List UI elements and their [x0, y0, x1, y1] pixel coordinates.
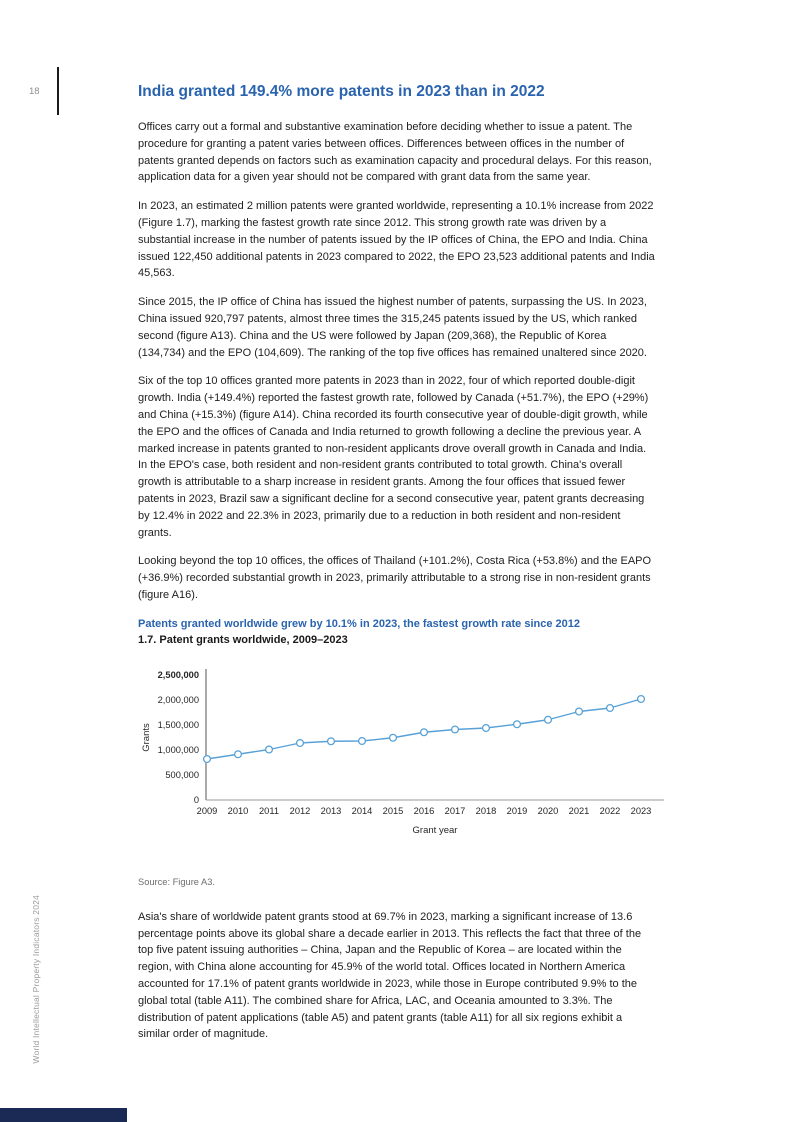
line-chart-canvas [140, 662, 670, 846]
paragraph-3: Since 2015, the IP office of China has issued the highest number of patents, surpassing the US. In 2023, China issued 920,797 patents, almost three times the 315,245 patents issued by the US, which ranked second (figure A13). China and the US were followed by Japan (209,368), the Republic of Korea (134,734) and the EPO (104,609). The ranking of the top five offices has remained unaltered since 2020. [138, 296, 647, 359]
figure-title: 1.7. Patent grants worldwide, 2009–2023 [138, 633, 348, 646]
svg-text:2011: 2011 [259, 805, 279, 816]
x-axis-title: Grant year [412, 824, 458, 836]
svg-text:2023: 2023 [630, 805, 652, 816]
svg-text:2020: 2020 [537, 805, 559, 816]
svg-text:2015: 2015 [382, 805, 404, 816]
svg-text:2019: 2019 [506, 805, 528, 816]
source-note: Source: Figure A3. [138, 876, 215, 887]
section-rule [57, 67, 59, 115]
data-point-2021 [576, 708, 583, 715]
svg-text:2022: 2022 [599, 805, 621, 816]
paragraph-4: Six of the top 10 offices granted more patents in 2023 than in 2022, four of which reported double-digit growth. India (+149.4%) reported the fastest growth rate, followed by Canada (+51.7%), the EPO (+29%) and China (+15.3%) (figure A14). China recorded its fourth consecutive year of double-digit growth, while the EPO and the offices of Canada and India returned to growth following a decline the previous year. A marked increase in patents granted to non-resident applicants drove overall growth in Canada and India. In the EPO's case, both resident and non-resident grants contributed to total growth. China's overall growth is attributable to a sharp increase in resident grants. Among the four offices that issued fewer patents in 2023, Brazil saw a significant decline for a second consecutive year, patent grants decreasing by 12.4% in 2022 and 22.3% in 2023, primarily due to a reduction in both resident and non-resident grants. [138, 375, 649, 539]
data-point-2016 [421, 729, 428, 736]
data-point-2022 [607, 704, 614, 711]
data-point-2011 [266, 746, 273, 753]
svg-text:2,000,000: 2,000,000 [157, 694, 199, 705]
svg-text:2010: 2010 [227, 805, 249, 816]
figure-caption: Patents granted worldwide grew by 10.1% in 2023, the fastest growth rate since 2012 [138, 617, 580, 630]
paragraph-2: In 2023, an estimated 2 million patents were granted worldwide, representing a 10.1% increase from 2022 (Figure 1.7), marking the fastest growth rate since 2012. This strong growth rate was driven by a substantial increase in the number of patents issued by the IP offices of China, the EPO and India. China issued 122,450 additional patents in 2023 compared to 2022, the EPO 23,523 additional patents and India 45,563. [138, 200, 655, 280]
main-column [138, 83, 656, 1043]
data-point-2009 [204, 755, 211, 762]
svg-text:1,500,000: 1,500,000 [157, 719, 199, 730]
svg-text:2021: 2021 [568, 805, 590, 816]
page-title: India granted 149.4% more patents in 2023 than in 2022 [138, 83, 545, 100]
data-point-2010 [235, 751, 242, 758]
svg-text:2016: 2016 [413, 805, 435, 816]
data-point-markers [204, 695, 645, 762]
chapter-tab-bar [0, 1108, 127, 1122]
page-number: 18 [29, 86, 40, 97]
y-axis-title: Grants [141, 722, 152, 752]
paragraph-1: Offices carry out a formal and substantive examination before deciding whether to issue a patent. The procedure for granting a patent varies between offices. Differences between offices in the number of patents granted depends on factors such as examination capacity and procedural delays. For this reason, application data for a given year should not be compared with grant data from the same year. [138, 121, 652, 184]
patent-grants-chart [140, 662, 656, 851]
data-point-2015 [390, 734, 397, 741]
sidebar-vertical-title: World Intellectual Property Indicators 2024 [31, 895, 41, 1064]
svg-text:2,500,000: 2,500,000 [157, 669, 199, 680]
svg-text:2014: 2014 [351, 805, 373, 816]
svg-text:2009: 2009 [196, 805, 218, 816]
svg-text:0: 0 [193, 794, 199, 805]
data-point-2020 [545, 716, 552, 723]
data-point-2017 [452, 726, 459, 733]
y-axis-labels [158, 670, 199, 805]
svg-text:2017: 2017 [444, 805, 466, 816]
data-point-2012 [297, 739, 304, 746]
svg-text:2018: 2018 [475, 805, 497, 816]
closing-paragraph: Asia's share of worldwide patent grants stood at 69.7% in 2023, marking a significant increase of 13.6 percentage points above its global share a decade earlier in 2013. This reflects the fact that three of the top five patent issuing authorities – China, Japan and the Republic of Korea – are located within the region, with China alone accounting for 45.9% of the world total. Offices located in Northern America accounted for 17.1% of patent grants worldwide in 2023, while those in Europe contributed 9.9% to the global total (table A11). The combined share for Africa, LAC, and Oceania amounted to 3.3%. The distribution of patent applications (table A5) and patent grants (table A11) for all six regions exhibit a similar order of magnitude. [138, 910, 642, 1041]
svg-text:1,000,000: 1,000,000 [157, 744, 199, 755]
data-point-2014 [359, 737, 366, 744]
data-point-2023 [638, 695, 645, 702]
data-point-2018 [483, 724, 490, 731]
data-point-2013 [328, 738, 335, 745]
axes [206, 669, 664, 800]
x-axis-labels [197, 806, 652, 816]
svg-text:2013: 2013 [320, 805, 342, 816]
paragraph-5: Looking beyond the top 10 offices, the offices of Thailand (+101.2%), Costa Rica (+53.8%) and the EAPO (+36.9%) recorded substantial growth in 2023, primarily attributable to a strong rise in non-resident grants (figure A16). [138, 555, 652, 601]
data-point-2019 [514, 721, 521, 728]
svg-text:500,000: 500,000 [165, 769, 199, 780]
svg-text:2012: 2012 [289, 805, 311, 816]
